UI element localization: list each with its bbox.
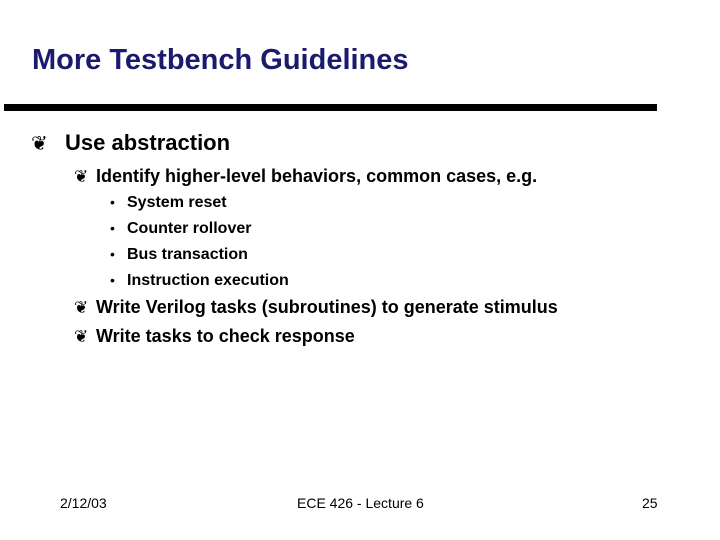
bullet-text: Instruction execution <box>127 272 289 289</box>
dot-bullet-icon: • <box>110 272 115 288</box>
bullet-text: Counter rollover <box>127 220 252 237</box>
dot-bullet-icon: • <box>110 220 115 236</box>
dot-bullet-icon: • <box>110 246 115 262</box>
bullet-text: Use abstraction <box>65 130 231 155</box>
ornament-bullet-icon: ❦ <box>74 327 89 346</box>
ornament-bullet-icon: ❦ <box>74 298 89 317</box>
bullet-text: Bus transaction <box>127 246 248 263</box>
bullet-text: Identify higher-level behaviors, common cases, e.g. <box>96 166 538 186</box>
bullet-text: Write Verilog tasks (subroutines) to generate stimulus <box>96 297 558 317</box>
slide-title: More Testbench Guidelines <box>32 44 409 76</box>
bullet-identify-behaviors <box>74 166 537 187</box>
bullet-write-check-tasks <box>74 326 355 347</box>
bullet-counter-rollover <box>110 220 251 238</box>
bullet-write-verilog-tasks <box>74 297 558 318</box>
bullet-system-reset <box>110 194 227 212</box>
ornament-bullet-icon: ❦ <box>31 133 48 155</box>
footer-date: 2/12/03 <box>60 495 107 511</box>
ornament-bullet-icon: ❦ <box>74 167 89 186</box>
bullet-instruction-execution <box>110 272 289 290</box>
bullet-bus-transaction <box>110 246 248 264</box>
footer-course: ECE 426 - Lecture 6 <box>297 495 424 511</box>
bullet-text: System reset <box>127 194 227 211</box>
title-rule <box>4 104 657 111</box>
bullet-use-abstraction <box>31 130 230 156</box>
footer-page-number: 25 <box>642 495 658 511</box>
bullet-text: Write tasks to check response <box>96 326 355 346</box>
dot-bullet-icon: • <box>110 194 115 210</box>
